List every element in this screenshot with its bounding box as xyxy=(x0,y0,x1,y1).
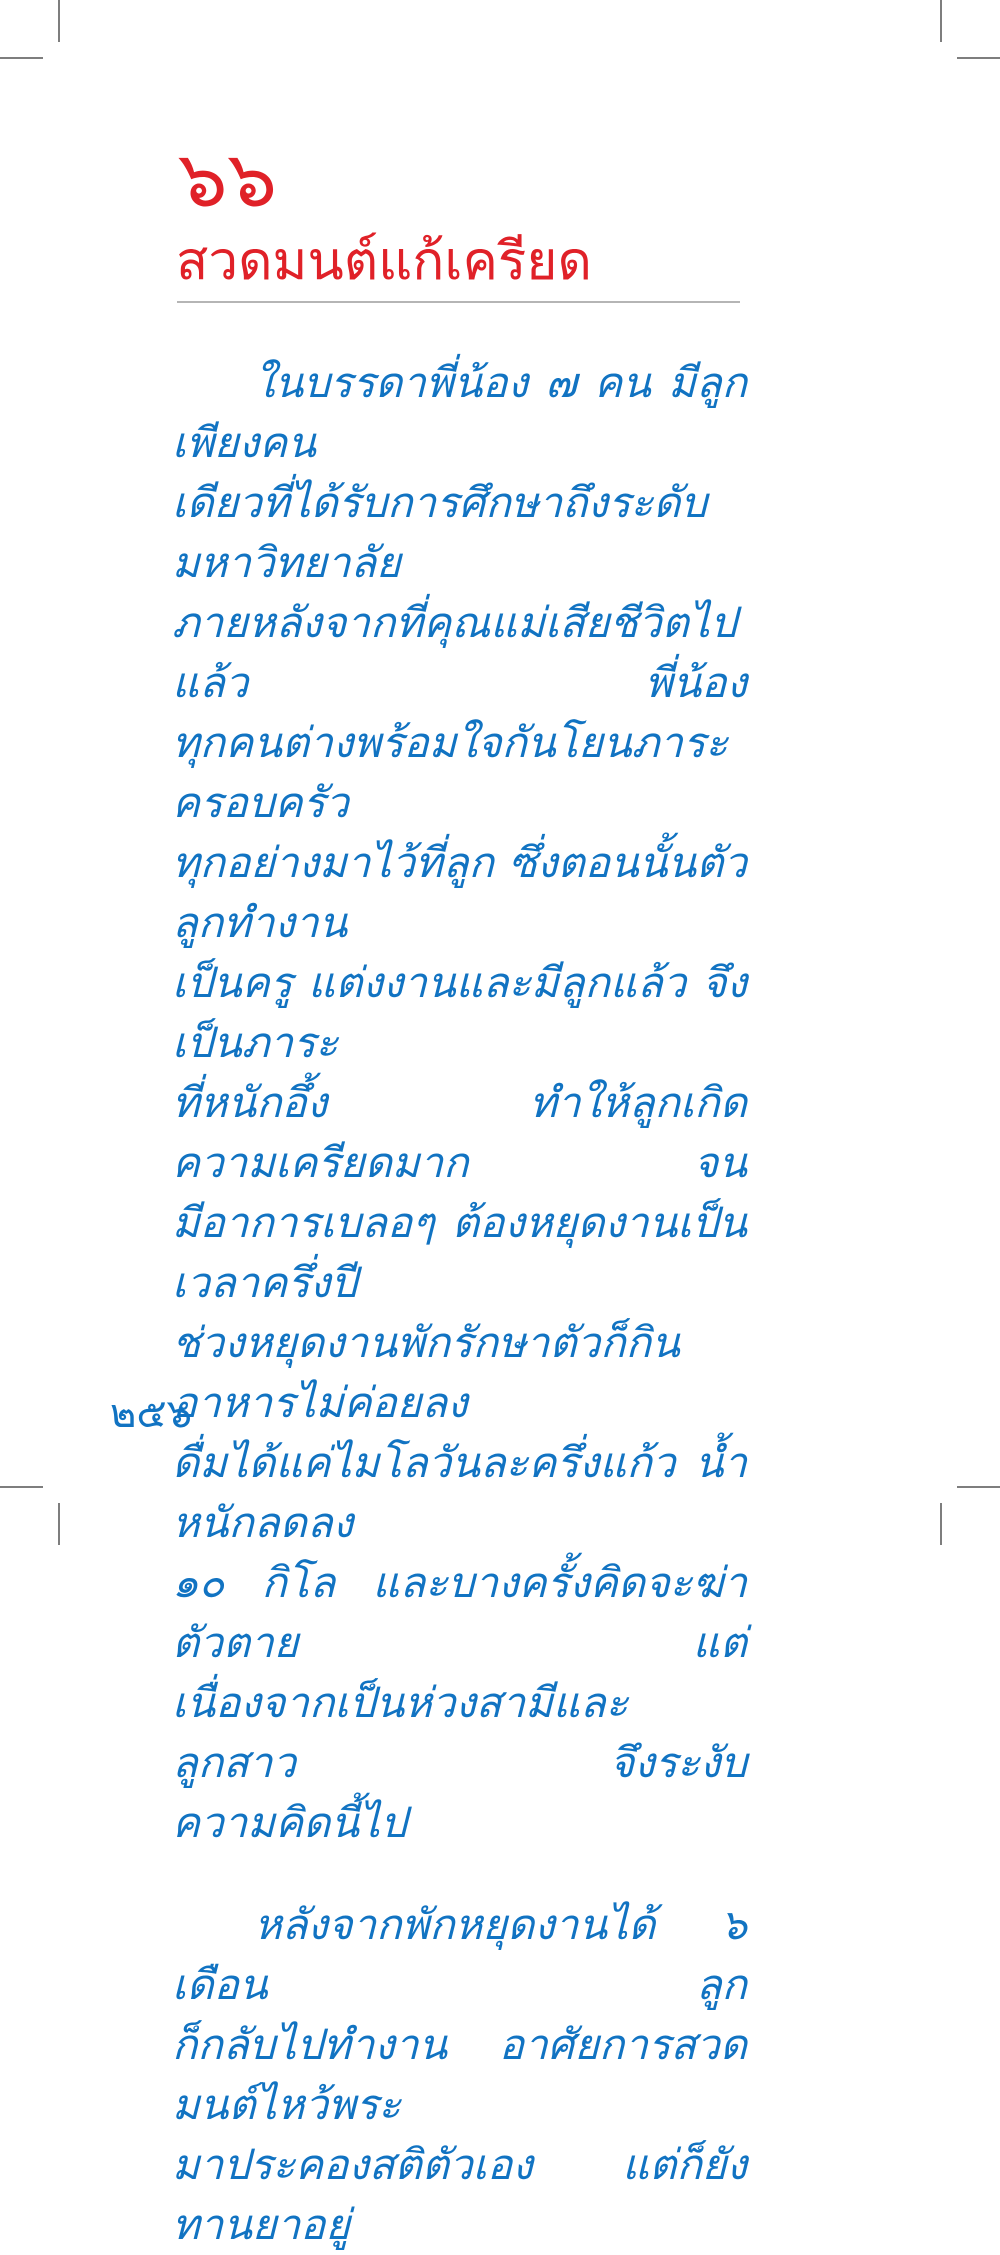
text-line: มาประคองสติตัวเอง แต่ก็ยังทานยาอยู่ xyxy=(172,2140,747,2249)
text-line: เป็นครู แต่งงานและมีลูกแล้ว จึงเป็นภาระ xyxy=(172,958,747,1067)
crop-mark-bottom-left-vertical xyxy=(58,1503,60,1545)
text-line: มีอาการเบลอๆ ต้องหยุดงานเป็นเวลาครึ่งปี xyxy=(172,1198,747,1307)
text-line: เดียวที่ได้รับการศึกษาถึงระดับมหาวิทยาลัย xyxy=(172,478,708,587)
text-line: ภายหลังจากที่คุณแม่เสียชีวิตไปแล้ว พี่น้อง xyxy=(172,598,747,707)
body-text xyxy=(172,353,747,2255)
crop-mark-bottom-left-horizontal xyxy=(0,1486,43,1488)
text-line: หลังจากพักหยุดงานได้ ๖ เดือน ลูก xyxy=(172,1900,747,2009)
text-line: ๑๐ กิโล และบางครั้งคิดจะฆ่าตัวตาย แต่ xyxy=(172,1558,747,1667)
text-line: ความคิดนี้ไป xyxy=(172,1798,407,1847)
paragraph xyxy=(172,1895,747,2255)
crop-mark-bottom-right-vertical xyxy=(940,1503,942,1545)
title-divider xyxy=(177,301,740,303)
chapter-number: ๖๖ xyxy=(178,135,278,225)
crop-mark-top-right-horizontal xyxy=(957,57,1000,59)
text-line: ก็กลับไปทำงาน อาศัยการสวดมนต์ไหว้พระ xyxy=(172,2020,747,2129)
text-line: ทุกอย่างมาไว้ที่ลูก ซึ่งตอนนั้นตัวลูกทำงาน xyxy=(172,838,747,947)
crop-mark-top-left-horizontal xyxy=(0,57,43,59)
text-line: ทุกคนต่างพร้อมใจกันโยนภาระครอบครัว xyxy=(172,718,728,827)
text-line: ในบรรดาพี่น้อง ๗ คน มีลูกเพียงคน xyxy=(172,358,747,467)
crop-mark-bottom-right-horizontal xyxy=(957,1486,1000,1488)
page-number: ๒๕๖ xyxy=(110,1391,193,1437)
paragraph xyxy=(172,353,747,1853)
text-line: ดื่มได้แค่ไมโลวันละครึ่งแก้ว น้ำหนักลดลง xyxy=(172,1438,747,1547)
chapter-title: สวดมนต์แก้เครียด xyxy=(176,231,592,292)
text-line: เนื่องจากเป็นห่วงสามีและลูกสาว จึงระงับ xyxy=(172,1678,747,1787)
text-line: ช่วงหยุดงานพักรักษาตัวก็กินอาหารไม่ค่อยลง xyxy=(172,1318,680,1427)
crop-mark-top-right-vertical xyxy=(940,0,942,42)
crop-mark-top-left-vertical xyxy=(58,0,60,42)
text-line: ที่หนักอึ้ง ทำให้ลูกเกิดความเครียดมาก จน xyxy=(172,1078,747,1187)
